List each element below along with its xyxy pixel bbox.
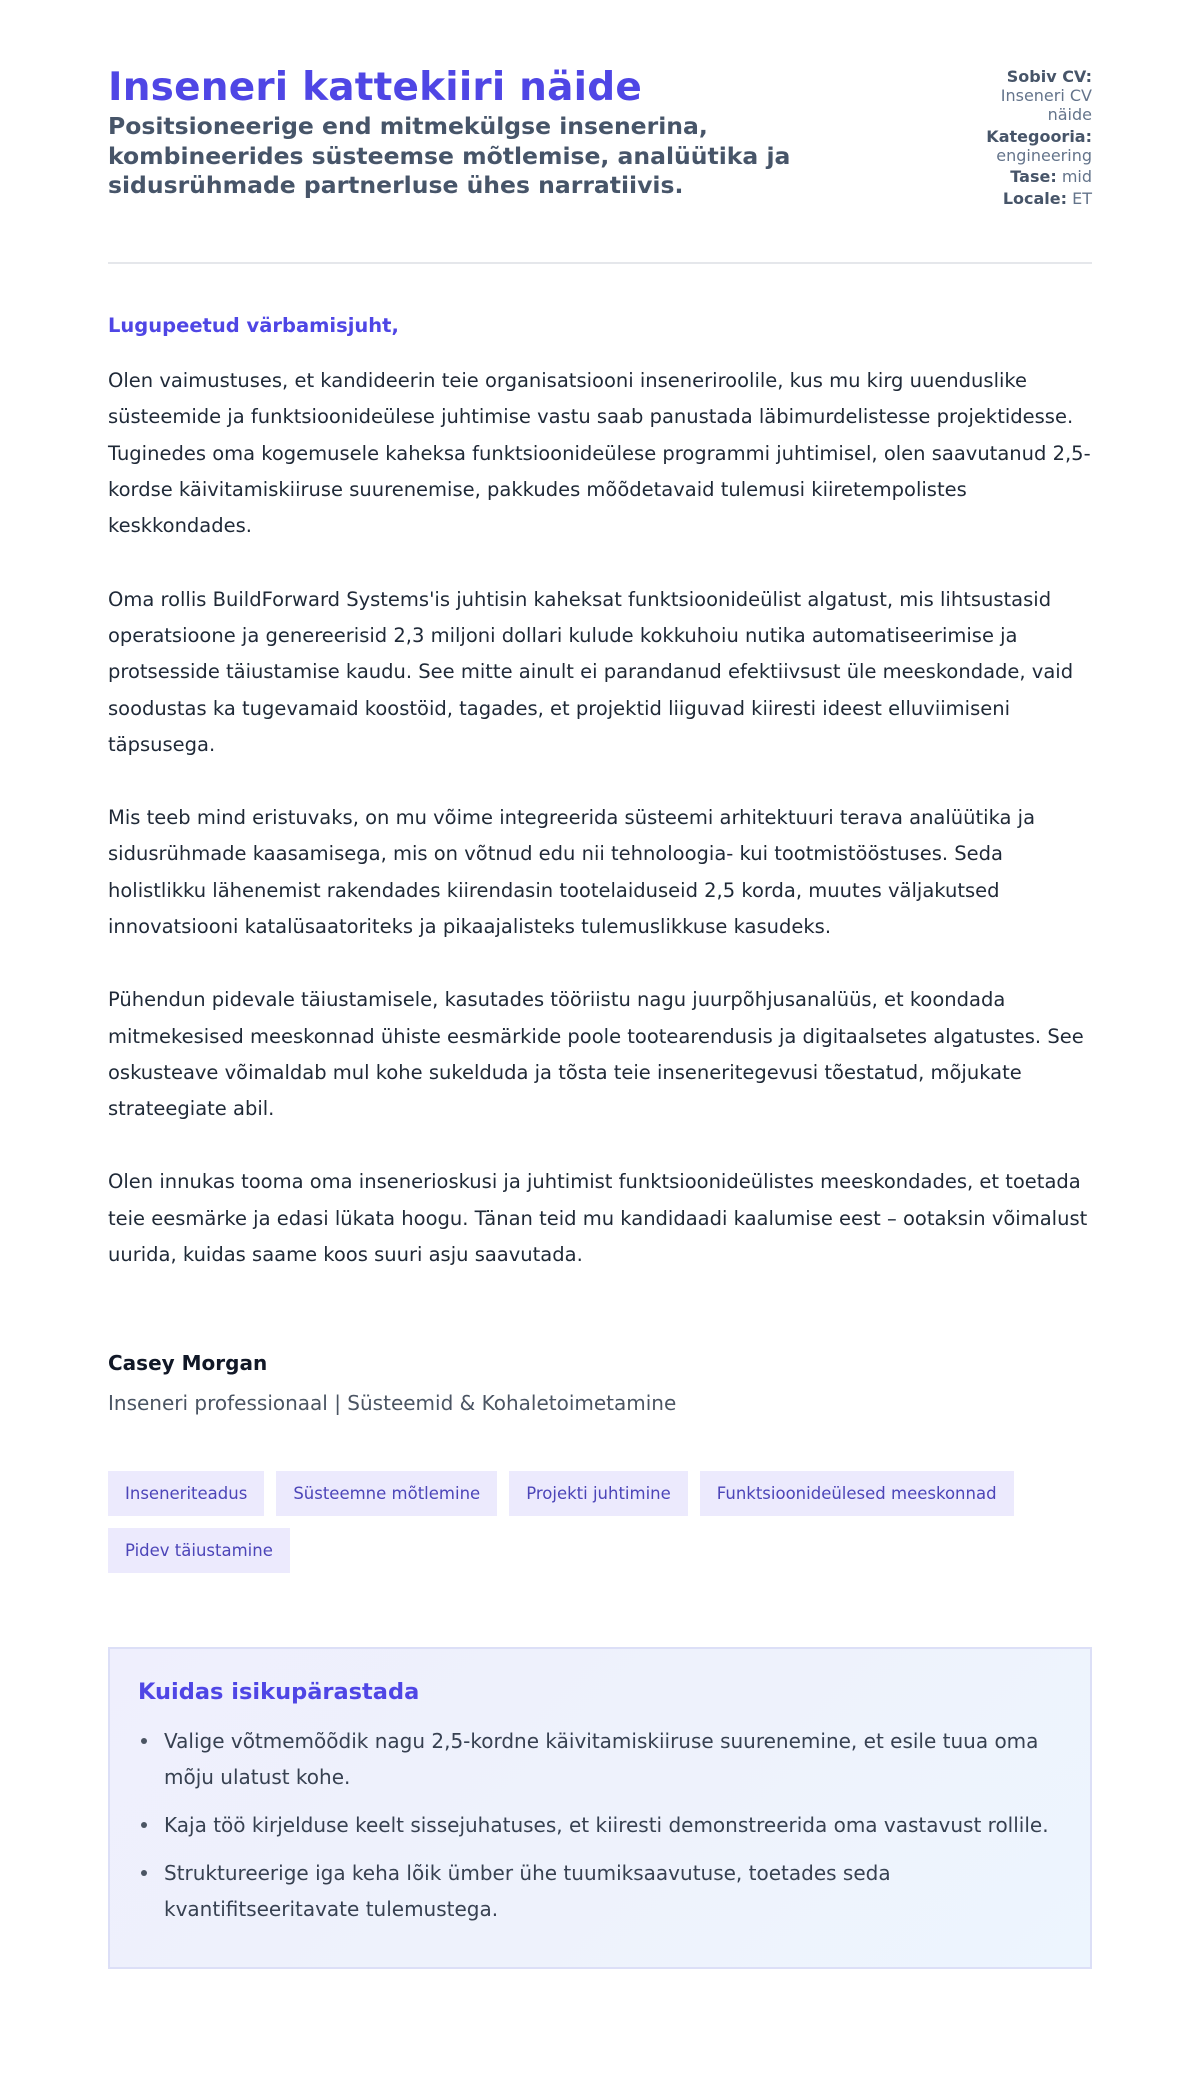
skill-tags (108, 1471, 1098, 1573)
skill-tag: Projekti juhtimine (509, 1471, 688, 1516)
personalization-tips (108, 1647, 1092, 1969)
page-title: Inseneri kattekiiri näide (108, 65, 642, 110)
signature-name: Casey Morgan (108, 1351, 268, 1376)
meta-matching-cv (952, 68, 1092, 125)
tip-item: Valige võtmemõõdik nagu 2,5-kordne käivitamiskiiruse suurenemine, et esile tuua oma mõju ulatust kohe. (138, 1723, 1062, 1795)
meta-value: mid (1061, 167, 1092, 187)
letter-paragraph: Olen vaimustuses, et kandideerin teie organisatsiooni inseneriroolile, kus mu kirg uuenduslike süsteemide ja funktsioonideülese juhtimise vastu saab panustada läbimurdelistesse projektidesse. Tuginedes oma kogemusele kaheksa funktsioonideülese programmi juhtimisel, olen saavutanud 2,5-kordse käivitamiskiiruse suurenemise, pakkudes mõõdetavaid tulemusi kiiretempolistes keskkondades. (108, 369, 1091, 538)
letter-paragraph: Oma rollis BuildForward Systems'is juhtisin kaheksat funktsioonideülist algatust, mis lihtsustasid operatsioone ja genereerisid 2,3 miljoni dollari kulude kokkuhoiu nutika automatiseerimise ja protsesside täiustamise kaudu. See mitte ainult ei parandanud efektiivsust üle meeskondade, vaid soodustas ka tugevamaid koostöid, tagades, et projektid liiguvad kiiresti ideest elluviimiseni täpsusega. (108, 587, 1074, 756)
page-header (108, 66, 1092, 264)
meta-label: Kategooria: (986, 126, 1092, 146)
salutation: Lugupeetud värbamisjuht, (108, 314, 399, 338)
signature-block (108, 1351, 1092, 1415)
meta-category (952, 128, 1092, 166)
meta-label: Locale: (1002, 189, 1068, 209)
meta-value: engineering (996, 145, 1092, 165)
signature-role: Inseneri professionaal | Süsteemid & Kohaletoimetamine (108, 1391, 677, 1416)
letter-paragraph: Mis teeb mind eristuvaks, on mu võime integreerida süsteemi arhitektuuri terava analüütika ja sidusrühmade kaasamisega, mis on võtnud edu nii tehnoloogia- kui tootmistööstuses. Seda holistlikku lähenemist rakendades kiirendasin tootelaiduseid 2,5 korda, muutes väljakutsed innovatsiooni katalüsaatoriteks ja pikaajalisteks tulemuslikkuse kasudeks. (108, 806, 1036, 938)
tips-list (138, 1723, 1062, 1927)
title-block (108, 66, 888, 201)
meta-value: Inseneri CV näide (1000, 85, 1092, 124)
meta-info (952, 68, 1092, 212)
skill-tag: Funktsioonideülesed meeskonnad (700, 1471, 1014, 1516)
skill-tag: Süsteemne mõtlemine (276, 1471, 497, 1516)
meta-value: ET (1072, 189, 1092, 209)
letter-paragraph: Pühendun pidevale täiustamisele, kasutades tööriistu nagu juurpõhjusanalüüs, et koondada mitmekesised meeskonnad ühiste eesmärkide poole tootearendusis ja digitaalsetes algatustes. See oskusteave võimaldab mul kohe sukelduda ja tõsta teie inseneritegevusi tõestatud, mõjukate strateegiate abil. (108, 988, 1084, 1121)
tip-item: Kaja töö kirjelduse keelt sissejuhatuses, et kiiresti demonstreerida oma vastavust rollile. (138, 1807, 1062, 1843)
page-subtitle: Positsioneerige end mitmekülgse insenerina, kombineerides süsteemse mõtlemise, analüütika ja sidusrühmade partnerluse ühes narratiivis. (108, 111, 791, 200)
tips-title: Kuidas isikupärastada (138, 1679, 420, 1706)
tip-item: Struktureerige iga keha lõik ümber ühe tuumiksaavutuse, toetades seda kvantifitseeritavate tulemustega. (138, 1855, 1062, 1927)
skill-tag: Inseneriteadus (108, 1471, 264, 1516)
letter-paragraph: Olen innukas tooma oma insenerioskusi ja juhtimist funktsioonideülistes meeskondades, et toetada teie eesmärke ja edasi lükata hoogu. Tänan teid mu kandidaadi kaalumise eest – ootaksin võimalust uurida, kuidas saame koos suuri asju saavutada. (108, 1170, 1088, 1267)
meta-label: Tase: (1010, 167, 1057, 187)
meta-label: Sobiv CV: (1006, 67, 1092, 86)
letter-body (108, 363, 1092, 1273)
skill-tag: Pidev täiustamine (108, 1528, 290, 1573)
meta-locale (952, 190, 1092, 209)
meta-level (952, 168, 1092, 187)
